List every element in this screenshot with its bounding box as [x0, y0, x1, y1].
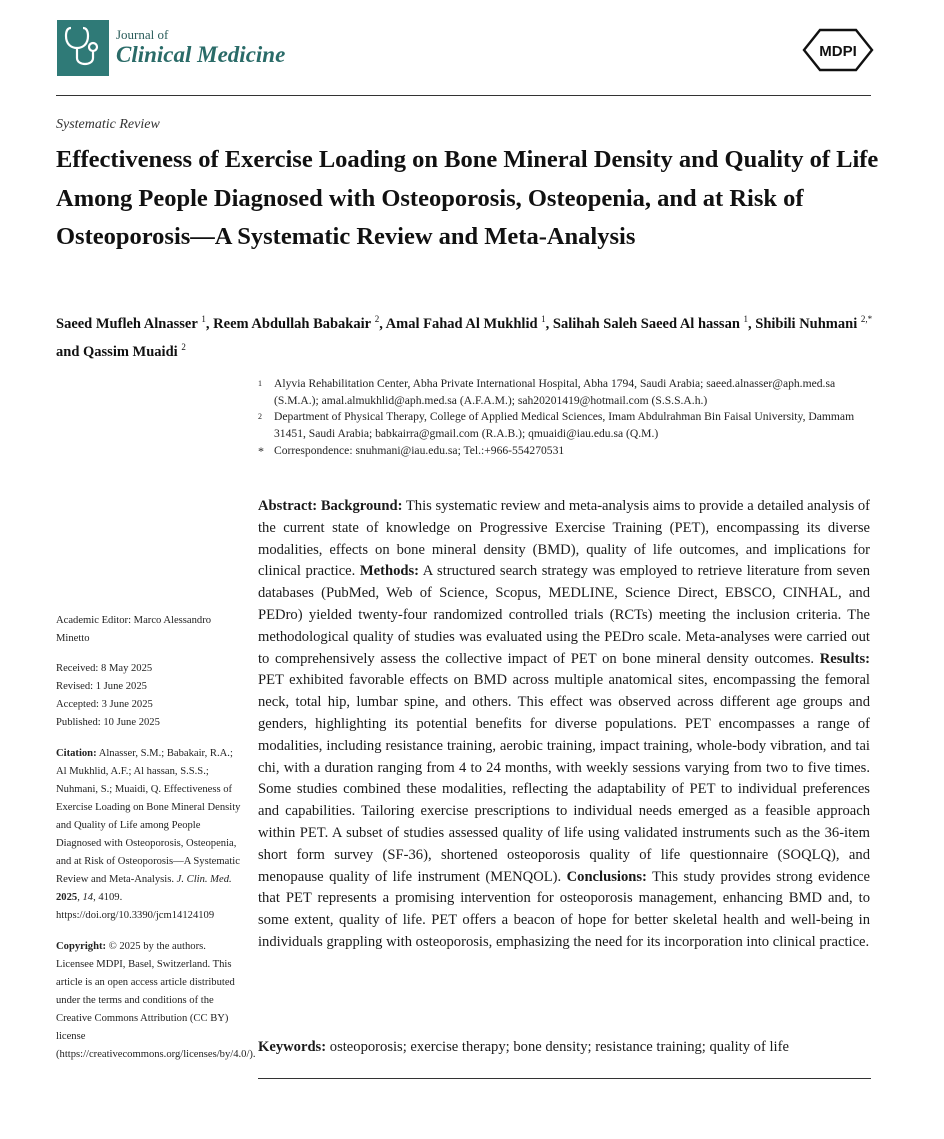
citation-text: Alnasser, S.M.; Babakair, R.A.; Al Mukhlid, A.F.; Al hassan, S.S.S.; Nuhmani, S.; Muaidi, Q. Effectiveness of Exercise Loading on Bone Mineral Density and Quality of Life among People Diagnosed with Osteoporosis, Osteopenia, and at Risk of Osteoporosis—A Systematic Review and Meta-Analysis.	[56, 747, 241, 886]
abstract	[258, 496, 870, 954]
abstract-label: Abstract:	[258, 498, 318, 514]
results-label: Results:	[819, 650, 870, 667]
affiliation-item	[258, 376, 878, 409]
received-date: Received: 8 May 2025	[56, 663, 153, 675]
author-separator: ,	[545, 315, 553, 332]
copyright-text: © 2025 by the authors. Licensee MDPI, Basel, Switzerland. This article is an open access article distributed under the terms and conditions of the Creative Commons Attribution (CC BY) license (https://creativecommons.org/licenses/by/4.0/).	[56, 940, 256, 1061]
copyright-label: Copyright:	[56, 940, 107, 952]
article-sidebar	[56, 612, 256, 1064]
author-name[interactable]: Saeed Mufleh Alnasser	[56, 315, 198, 332]
author-affiliation-marker: 2	[181, 341, 186, 352]
background-text: This systematic review and meta-analysis aims to provide a detailed analysis of the current state of knowledge on Progressive Exercise Training (PET), encompassing its diverse modalities, effects on bone mineral density (BMD), quality of life outcomes, and implications for clinical practice.	[258, 498, 870, 580]
affiliation-text: Department of Physical Therapy, College of Applied Medical Sciences, Imam Abdulrahman Bin Faisal University, Dammam 31451, Saudi Arabia; babkairra@gmail.com (R.A.B.); qmuaidi@iau.edu.sa (Q.M.)	[274, 410, 855, 441]
results-text: PET exhibited favorable effects on BMD across multiple anatomical sites, encompassing the femoral neck, total hip, lumbar spine, and others. This effect was observed across different age groups and genders, highlighting its potential benefits for diverse populations. PET encompasses a range of modalities, including resistance training, aerobic training, impact training, whole-body vibration, and tai chi, with a duration ranging from 4 to 24 months, with weekly sessions varying from two to five times. Some studies combined these modalities, reflecting the adaptability of PET to individual preferences and capabilities. Tailoring exercise prescriptions to individual needs emerged as a feasible approach within PET. A subset of studies assessed quality of life using validated instruments such as the 36-item short form survey (SF-36), shortened osteoporosis quality of life questionnaire (SOQLQ), and menopause quality of life instrument (MENQOL).	[258, 672, 870, 885]
editor-label: Academic Editor:	[56, 615, 132, 626]
citation-doi[interactable]: , 4109. https://doi.org/10.3390/jcm14124109	[56, 892, 215, 922]
author-separator: and	[56, 343, 84, 360]
journal-name: Clinical Medicine	[116, 42, 286, 67]
footer-divider	[258, 1078, 871, 1079]
affiliation-marker: 1	[258, 379, 262, 388]
author-name[interactable]: Reem Abdullah Babakair	[213, 315, 372, 332]
correspondence-marker: *	[258, 443, 264, 458]
author-affiliation-marker: 2	[374, 314, 380, 324]
citation: Citation: Alnasser, S.M.; Babakair, R.A.; Al Mukhlid, A.F.; Al hassan, S.S.S.; Nuhmani, S.; Muaidi, Q. Effectiveness of Exercise Loading on Bone Mineral Density and Quality of Life among People Diagnosed with Osteoporosis, Osteopenia, and at Risk of Osteoporosis—A Systematic Review and Meta-Analysis. J. Clin. Med. 2025, 14, 4109. https://doi.org/10.3390/jcm14124109	[56, 747, 241, 922]
affiliations	[258, 376, 878, 460]
article-title: Effectiveness of Exercise Loading on Bone Mineral Density and Quality of Life Among People Diagnosed with Osteoporosis, Osteopenia, and at Risk of Osteoporosis—A Systematic Review and Meta-Analysis	[56, 146, 879, 250]
author-affiliation-marker: 1	[201, 314, 206, 324]
author-separator: ,	[748, 315, 756, 332]
citation-journal: J. Clin. Med.	[176, 874, 232, 886]
keywords-text: osteoporosis; exercise therapy; bone density; resistance training; quality of life	[329, 1039, 789, 1055]
academic-editor	[56, 612, 241, 648]
citation-year: 2025	[56, 892, 78, 904]
author-affiliation-marker: 1	[541, 314, 546, 324]
keywords	[258, 1037, 878, 1058]
journal-logo	[57, 20, 109, 76]
author-separator: ,	[379, 315, 386, 332]
affiliation-marker: 2	[258, 412, 262, 422]
affiliation-text: Alyvia Rehabilitation Center, Abha Private International Hospital, Abha 1794, Saudi Arabia; saeed.alnasser@aph.med.sa (S.M.A.); amal.almukhlid@aph.med.sa (A.F.A.M.); sah20201419@hotmail.com (S.S.S.A.h.)	[274, 377, 836, 407]
conclusions-label: Conclusions:	[566, 868, 647, 885]
author-separator: ,	[205, 315, 214, 332]
author-name[interactable]: Salihah Saleh Saeed Al hassan	[552, 315, 740, 332]
affiliation-item	[258, 409, 878, 442]
background-label: Background:	[320, 498, 403, 514]
methods-text: A structured search strategy was employed to retrieve literature from seven databases (PubMed, Web of Science, Scopus, MEDLINE, Science Direct, EBSCO, CINHAL, and PEDro) yielded twenty-four randomized controlled trials (RCTs) meeting the inclusion criteria. The methodological quality of studies was evaluated using the PEDro scale. Meta-analyses were carried out to comprehensively assess the collective impact of PET on bone mineral density outcomes.	[258, 563, 871, 667]
copyright	[56, 938, 256, 1065]
journal-prefix: Journal of	[116, 27, 169, 42]
author-affiliation-marker: 1	[743, 314, 749, 324]
publisher-name: MDPI	[819, 43, 857, 60]
correspondence-text[interactable]: Correspondence: snuhmani@iau.edu.sa; Tel.:+966-554270531	[274, 443, 565, 457]
author-affiliation-marker: 2,*	[860, 314, 873, 324]
author-list	[56, 308, 886, 364]
methods-label: Methods:	[359, 563, 420, 580]
mdpi-logo	[802, 27, 874, 73]
author-name[interactable]: Amal Fahad Al Mukhlid	[385, 315, 538, 332]
header-divider	[56, 95, 871, 96]
article-type: Systematic Review	[56, 117, 160, 132]
citation-label: Citation:	[56, 747, 97, 759]
correspondence	[258, 443, 878, 460]
citation-volume: 14	[82, 892, 94, 904]
stethoscope-icon	[57, 20, 109, 76]
keywords-label: Keywords:	[258, 1039, 327, 1055]
author-name[interactable]: Qassim Muaidi	[83, 343, 178, 360]
conclusions-text: This study provides strong evidence that PET represents a promising intervention for osteoporosis management, enhancing BMD and, to some extent, quality of life. PET offers a beacon of hope for better skeletal health and well-being in individuals grappling with osteoporosis, emphasizing the need for its incorporation into clinical practice.	[258, 868, 870, 950]
revised-date: Revised: 1 June 2025	[56, 681, 147, 693]
author-name[interactable]: Shibili Nuhmani	[755, 315, 858, 332]
accepted-date: Accepted: 3 June 2025	[56, 699, 153, 711]
published-date: Published: 10 June 2025	[56, 717, 160, 729]
editor-name: Marco Alessandro Minetto	[56, 615, 212, 645]
